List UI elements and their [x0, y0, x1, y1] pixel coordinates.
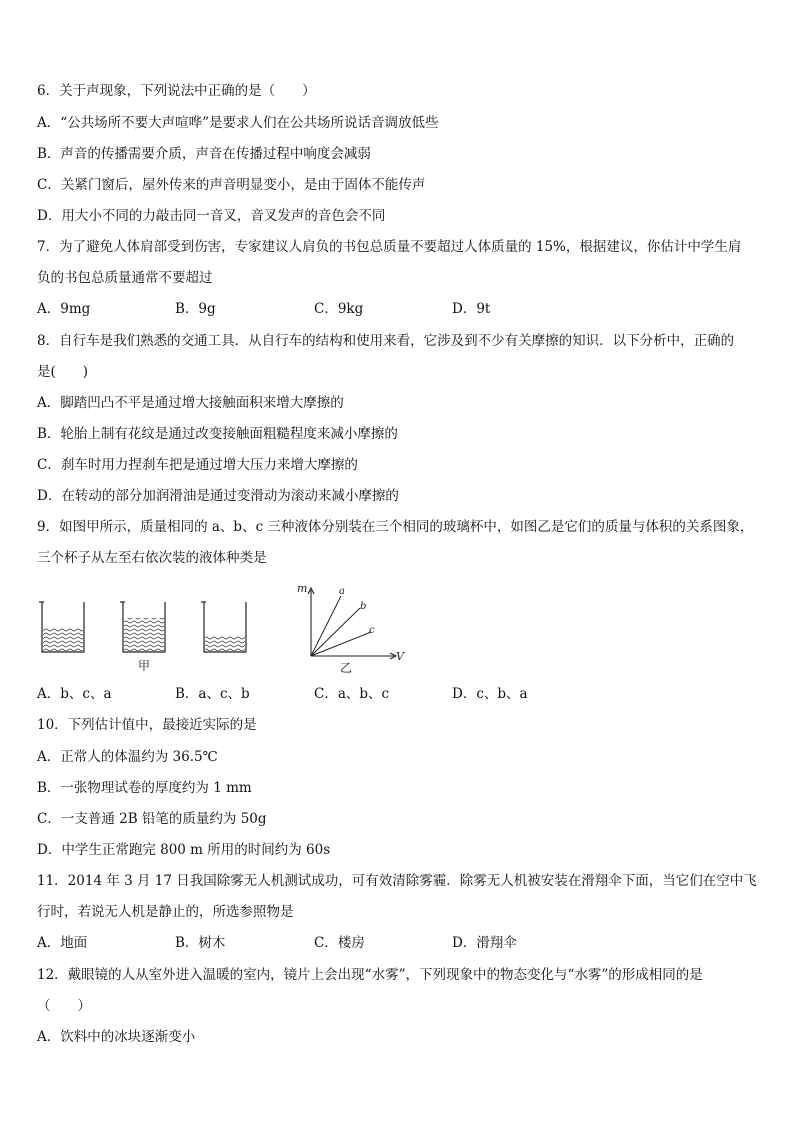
- q7-option-c: C．9kg: [314, 301, 364, 317]
- q11-option-b: B．树木: [175, 935, 226, 951]
- q10-option-a: A．正常人的体温约为 36.5℃: [37, 749, 218, 765]
- q7-stem-line1: 7．为了避免人体肩部受到伤害，专家建议人肩负的书包总质量不要超过人体质量的 15%，根据建议，你估计中学生肩: [37, 239, 742, 255]
- beaker-1: [39, 602, 84, 652]
- q11-option-c: C．楼房: [314, 935, 365, 951]
- line-c: [311, 632, 371, 656]
- q7-stem-line2: 负的书包总质量通常不要超过: [37, 270, 213, 286]
- line-b: [311, 608, 360, 656]
- line-label-c: c: [369, 625, 375, 636]
- q9-figure: [36, 580, 416, 676]
- q11-option-a: A．地面: [37, 935, 88, 951]
- q7-option-d: D．9t: [452, 301, 491, 317]
- q9-option-b: B．a、c、b: [175, 686, 250, 702]
- q12-option-a: A．饮料中的冰块逐渐变小: [37, 1029, 196, 1045]
- q8-option-b: B．轮胎上制有花纹是通过改变接触面粗糙程度来减小摩擦的: [37, 426, 398, 442]
- q10-stem: 10．下列估计值中，最接近实际的是: [37, 717, 257, 733]
- line-a: [311, 596, 341, 656]
- line-label-a: a: [339, 586, 345, 597]
- q8-stem-line1: 8．自行车是我们熟悉的交通工具．从自行车的结构和使用来看，它涉及到不少有关摩擦的知识．以下分析中，正确的: [37, 333, 735, 349]
- q10-option-d: D．中学生正常跑完 800 m 所用的时间约为 60s: [37, 842, 331, 858]
- q8-stem-line2: 是( ): [37, 364, 89, 380]
- q10-option-c: C．一支普通 2B 铅笔的质量约为 50g: [37, 811, 267, 827]
- figure-caption-jia: 甲: [138, 659, 151, 673]
- line-label-b: b: [360, 601, 367, 612]
- q7-option-b: B．9g: [175, 301, 216, 317]
- q9-option-d: D．c、b、a: [452, 686, 528, 702]
- q11-option-d: D．滑翔伞: [452, 935, 517, 951]
- q6-option-b: B．声音的传播需要介质，声音在传播过程中响度会减弱: [37, 146, 371, 162]
- q10-option-b: B．一张物理试卷的厚度约为 1 mm: [37, 780, 252, 796]
- q8-option-c: C．刹车时用力捏刹车把是通过增大压力来增大摩擦的: [37, 457, 358, 473]
- q8-option-d: D．在转动的部分加润滑油是通过变滑动为滚动来减小摩擦的: [37, 488, 399, 504]
- q9-stem-line2: 三个杯子从左至右依次装的液体种类是: [37, 550, 267, 566]
- q9-option-a: A．b、c、a: [37, 686, 112, 702]
- q12-stem-line1: 12．戴眼镜的人从室外进入温暖的室内，镜片上会出现“水雾”，下列现象中的物态变化与“水雾”的形成相同的是: [37, 967, 703, 983]
- q8-option-a: A．脚踏凹凸不平是通过增大接触面积来增大摩擦的: [37, 395, 344, 411]
- mass-volume-graph: [297, 582, 405, 675]
- q6-option-d: D．用大小不同的力敲击同一音叉，音叉发声的音色会不同: [37, 208, 386, 224]
- beaker-2: [120, 602, 165, 652]
- figure-caption-yi: 乙: [340, 661, 353, 675]
- beaker-3: [201, 602, 246, 652]
- q11-stem-line2: 行时，若说无人机是静止的，所选参照物是: [37, 904, 294, 920]
- q6-stem: 6．关于声现象，下列说法中正确的是（ ）: [37, 83, 316, 99]
- y-axis-label: m: [297, 582, 308, 595]
- q11-stem-line1: 11．2014 年 3 月 17 日我国除雾无人机测试成功，可有效清除雾霾．除雾无人机被安装在滑翔伞下面，当它们在空中飞: [37, 873, 757, 889]
- q9-option-c: C．a、b、c: [314, 686, 390, 702]
- q9-stem-line1: 9．如图甲所示，质量相同的 a、b、c 三种液体分别装在三个相同的玻璃杯中，如图乙是它们的质量与体积的关系图象，: [37, 519, 754, 535]
- q7-option-a: A．9mg: [37, 301, 91, 317]
- q12-stem-line2: （ ）: [37, 998, 91, 1014]
- q6-option-a: A．“公共场所不要大声喧哗”是要求人们在公共场所说话音调放低些: [37, 115, 439, 131]
- q6-option-c: C．关紧门窗后，屋外传来的声音明显变小，是由于固体不能传声: [37, 177, 426, 193]
- x-axis-label: V: [396, 650, 404, 663]
